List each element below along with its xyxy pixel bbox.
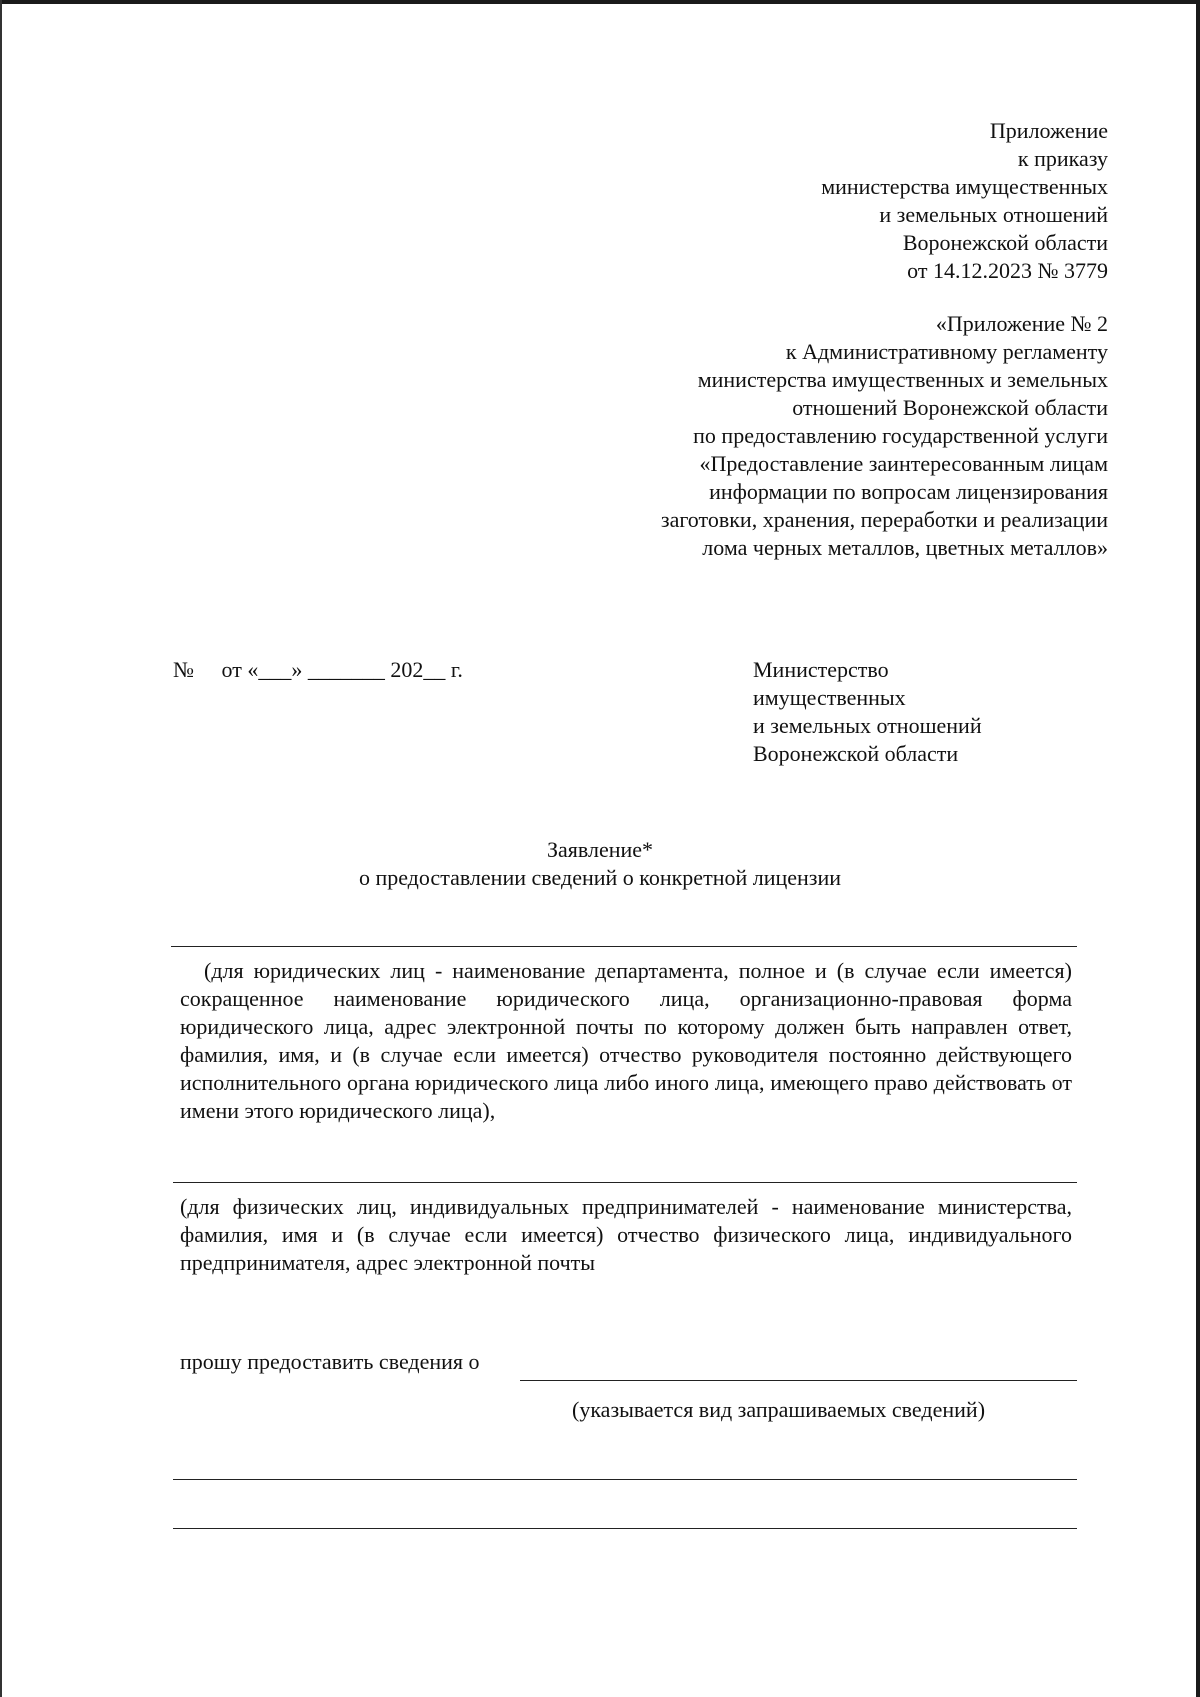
fill-in-line-requested-info (520, 1380, 1077, 1381)
annex-order-date-number: от 14.12.2023 № 3779 (907, 258, 1108, 283)
regulation-annex-line: лома черных металлов, цветных металлов» (702, 535, 1108, 560)
application-number-date: № от «___» _______ 202__ г. (173, 657, 463, 682)
scan-edge-top (0, 0, 1200, 4)
request-text: прошу предоставить сведения о (180, 1349, 480, 1374)
addressee-line: Министерство (753, 657, 889, 682)
title-heading: Заявление* (546, 837, 654, 862)
addressee-line: имущественных (753, 685, 906, 710)
regulation-annex-line: министерства имущественных и земельных (697, 367, 1108, 392)
regulation-annex-line: к Административному регламенту (785, 339, 1108, 364)
regulation-annex-line: заготовки, хранения, переработки и реализации (660, 507, 1108, 532)
annex-header-line: и земельных отношений (879, 202, 1108, 227)
annex-header-line: Воронежской области (902, 230, 1108, 255)
fill-in-line-extra-1 (173, 1479, 1077, 1480)
regulation-annex-line: отношений Воронежской области (792, 395, 1108, 420)
fill-in-line-extra-2 (173, 1528, 1077, 1529)
regulation-annex-line: «Приложение № 2 (935, 311, 1108, 336)
document-title (0, 836, 1200, 892)
annex-header-line: министерства имущественных (821, 174, 1108, 199)
title-subheading: о предоставлении сведений о конкретной лицензии (358, 865, 842, 890)
annex-header (821, 117, 1108, 285)
addressee-block (753, 656, 982, 768)
individual-instructions: (для физических лиц, индивидуальных предпринимателей - наименование министерства, фамилия, имя и (в случае если имеется) отчество физического лица, индивидуального предпринимателя, адрес электронной почты (180, 1194, 1072, 1275)
regulation-annex (661, 310, 1108, 562)
fill-in-line-legal-entity (171, 946, 1077, 947)
regulation-annex-line: информации по вопросам лицензирования (709, 479, 1108, 504)
regulation-annex-line: по предоставлению государственной услуги (693, 423, 1108, 448)
addressee-line: Воронежской области (753, 741, 959, 766)
regulation-annex-line: «Предоставление заинтересованным лицам (699, 451, 1108, 476)
fill-in-line-individual (173, 1182, 1077, 1183)
annex-header-line: Приложение (989, 118, 1108, 143)
annex-header-line: к приказу (1017, 146, 1108, 171)
addressee-line: и земельных отношений (753, 713, 982, 738)
legal-entity-instructions: (для юридических лиц - наименование департамента, полное и (в случае если имеется) сокращенное наименование юридического лица, организационно-правовая форма юридического лица, адрес электронной почты по которому должен быть направлен ответ, фамилия, имя, и (в случае если имеется) отчество руководителя постоянно действующего исполнительного органа юридического лица либо иного лица, имеющего право действовать от имени этого юридического лица), (180, 958, 1072, 1123)
request-caption: (указывается вид запрашиваемых сведений) (572, 1397, 986, 1422)
